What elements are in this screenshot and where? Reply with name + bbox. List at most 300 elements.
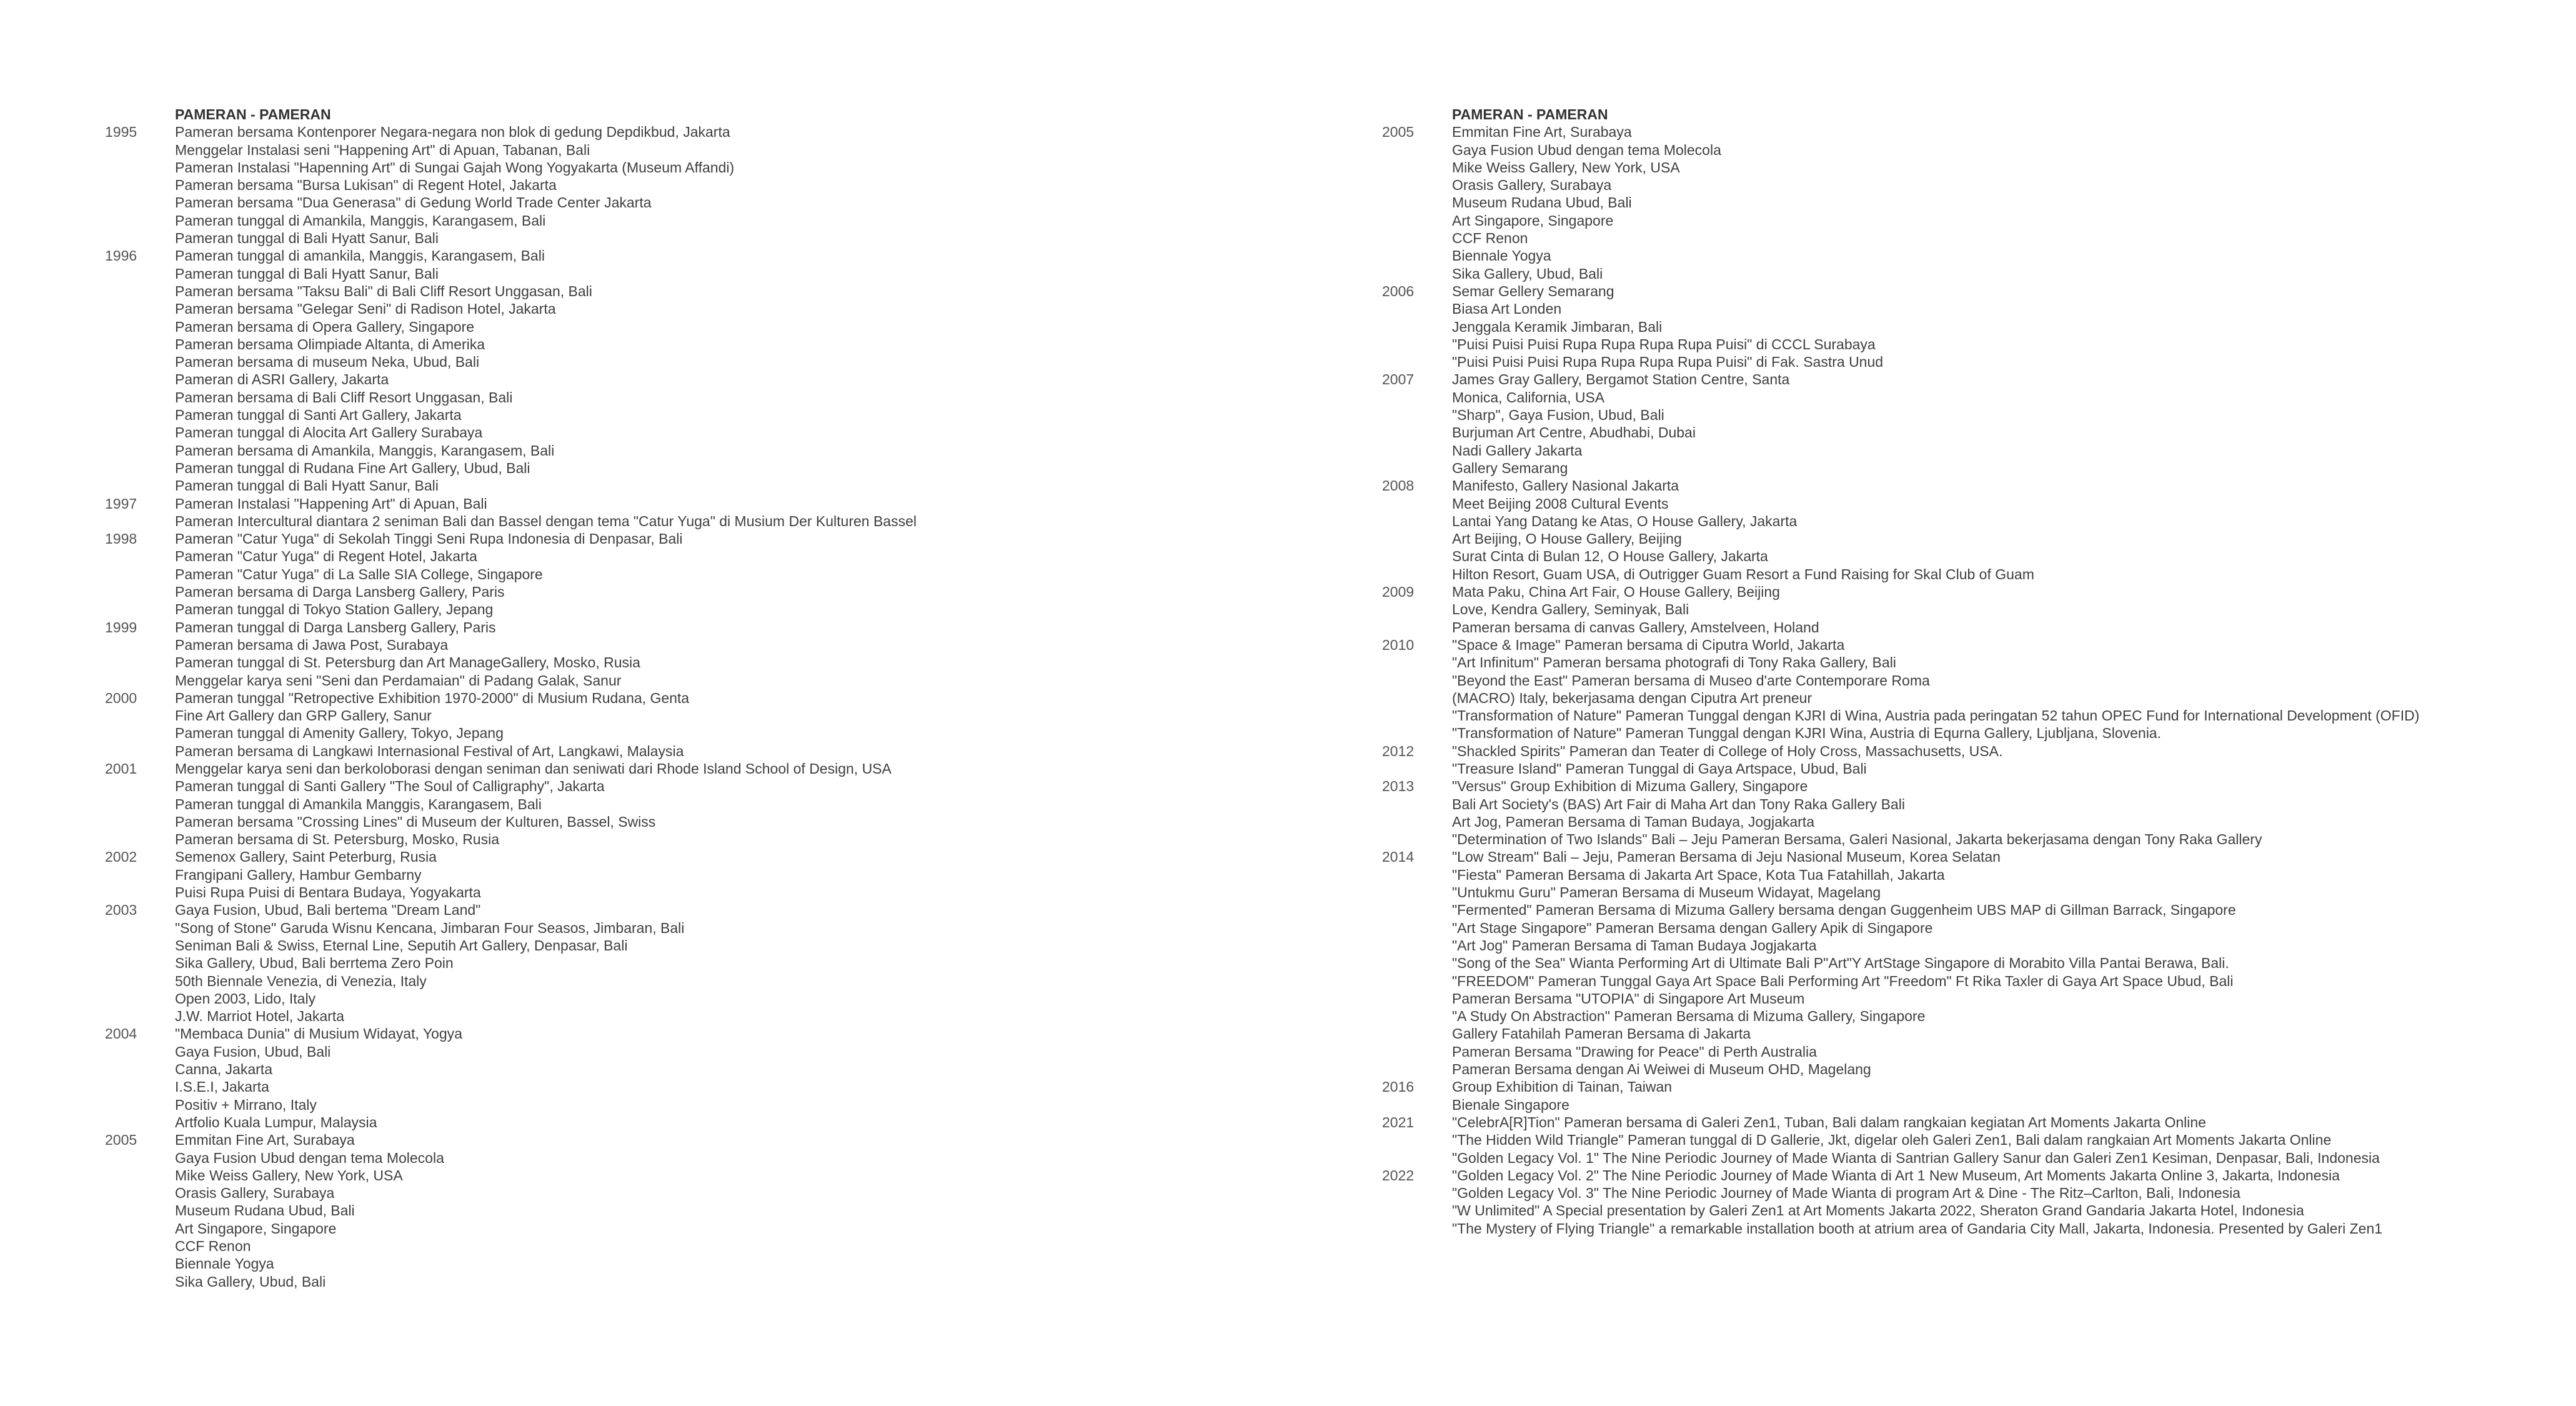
exhibition-entry: [105, 1202, 1323, 1219]
exhibition-entry: [1382, 724, 2569, 742]
left-entries: [105, 123, 1323, 1290]
exhibition-entry: [105, 1149, 1323, 1167]
entry-year: [105, 406, 175, 424]
entry-year: [105, 601, 175, 618]
entry-text: Biasa Art Londen: [1452, 301, 1562, 317]
entry-text: Pameran tunggal di Amenity Gallery, Tokyo, Jepang: [175, 725, 504, 742]
entry-text: "Art Stage Singapore" Pameran Bersama dengan Gallery Apik di Singapore: [1452, 919, 1933, 936]
entry-year: [1382, 1131, 1452, 1149]
exhibition-entry: [105, 1025, 1323, 1042]
entry-text: Canna, Jakarta: [175, 1061, 272, 1078]
entry-text: Group Exhibition di Tainan, Taiwan: [1452, 1079, 1673, 1095]
entry-year: [1382, 1184, 1452, 1202]
exhibition-entry: [1382, 884, 2569, 901]
entry-year: [105, 547, 175, 565]
entry-text: Pameran Bersama "UTOPIA" di Singapore Art Museum: [1452, 990, 1805, 1007]
exhibition-entry: [1382, 1025, 2569, 1042]
exhibition-entry: [1382, 424, 2569, 441]
entry-year: 2016: [1382, 1079, 1415, 1095]
entry-text: Pameran bersama Kontenporer Negara-negara non blok di gedung Depdikbud, Jakarta: [175, 124, 730, 141]
exhibition-entry: [105, 1114, 1323, 1131]
entry-text: Artfolio Kuala Lumpur, Malaysia: [175, 1114, 377, 1130]
exhibition-entry: [105, 654, 1323, 671]
exhibition-entry: [1382, 672, 2569, 689]
exhibition-entry: [1382, 547, 2569, 565]
entry-year: [1382, 300, 1452, 317]
entry-year: [105, 742, 175, 760]
entry-text: Pameran bersama di St. Petersburg, Mosko, Rusia: [175, 831, 500, 848]
entry-text: Pameran tunggal di Darga Lansberg Gallery, Paris: [175, 619, 496, 636]
entry-text: Orasis Gallery, Surabaya: [1452, 177, 1612, 194]
entry-text: "Golden Legacy Vol. 3" The Nine Periodic Journey of Made Wianta di program Art & Dine - The Ritz–Carlton, Bali, Indonesia: [1452, 1185, 2240, 1202]
entry-year: [1382, 1025, 1452, 1042]
entry-text: Mike Weiss Gallery, New York, USA: [1452, 159, 1680, 176]
entry-year: [105, 1007, 175, 1025]
entry-text: Pameran bersama "Crossing Lines" di Museum der Kulturen, Bassel, Swiss: [175, 813, 656, 830]
entry-year: [105, 1114, 175, 1131]
entry-text: Menggelar karya seni dan berkoloborasi dengan seniman dan seniwati dari Rhode Island School of Design, USA: [175, 760, 892, 777]
entry-year: [1382, 1060, 1452, 1078]
entry-text: Open 2003, Lido, Italy: [175, 990, 316, 1007]
entry-year: [105, 389, 175, 406]
entry-text: Gaya Fusion Ubud dengan tema Molecola: [1452, 141, 1721, 158]
entry-text: Pameran tunggal di Alocita Art Gallery Surabaya: [175, 424, 483, 441]
entry-year: [105, 672, 175, 689]
exhibition-entry: [105, 866, 1323, 884]
entry-text: Pameran tunggal di Bali Hyatt Sanur, Bali: [175, 477, 439, 494]
entry-year: [1382, 689, 1452, 707]
entry-text: Sika Gallery, Ubud, Bali: [175, 1273, 326, 1290]
entry-text: Pameran bersama di museum Neka, Ubud, Bali: [175, 354, 480, 371]
entry-text: Pameran bersama di Darga Lansberg Gallery, Paris: [175, 584, 505, 601]
entry-year: [105, 937, 175, 954]
exhibition-entry: [105, 760, 1323, 777]
exhibition-entry: [1382, 265, 2569, 282]
exhibition-entry: [1382, 1007, 2569, 1025]
entry-year: [1382, 972, 1452, 990]
exhibition-entry: [1382, 689, 2569, 707]
entry-text: Lantai Yang Datang ke Atas, O House Gallery, Jakarta: [1452, 512, 1798, 529]
entry-text: Emmitan Fine Art, Surabaya: [1452, 124, 1632, 141]
exhibition-entry: [105, 1184, 1323, 1202]
exhibition-entry: [1382, 901, 2569, 919]
entry-text: Gaya Fusion, Ubud, Bali bertema "Dream Land": [175, 902, 481, 919]
entry-year: [1382, 1149, 1452, 1167]
entry-year: [1382, 424, 1452, 441]
entry-year: [105, 1237, 175, 1255]
entry-text: "Versus" Group Exhibition di Mizuma Gallery, Singapore: [1452, 778, 1808, 795]
entry-text: Pameran bersama "Bursa Lukisan" di Regent Hotel, Jakarta: [175, 177, 557, 194]
exhibition-entry: [1382, 848, 2569, 865]
entry-text: "Low Stream" Bali – Jeju, Pameran Bersama di Jeju Nasional Museum, Korea Selatan: [1452, 849, 2001, 865]
exhibition-entry: [105, 247, 1323, 264]
entry-text: Bienale Singapore: [1452, 1096, 1569, 1113]
entry-text: Sika Gallery, Ubud, Bali: [1452, 265, 1603, 282]
entry-text: Pameran "Catur Yuga" di La Salle SIA College, Singapore: [175, 566, 543, 582]
exhibition-entry: [105, 389, 1323, 406]
exhibition-entry: [105, 1043, 1323, 1060]
entry-year: [105, 1202, 175, 1219]
exhibition-entry: [105, 583, 1323, 601]
entry-year: 2021: [1382, 1114, 1415, 1130]
entry-text: Love, Kendra Gallery, Seminyak, Bali: [1452, 601, 1689, 618]
exhibition-entry: [105, 442, 1323, 459]
entry-text: Pameran tunggal di Tokyo Station Gallery, Jepang: [175, 601, 494, 618]
entry-text: "Puisi Puisi Puisi Rupa Rupa Rupa Rupa Puisi" di CCCL Surabaya: [1452, 336, 1876, 352]
entry-year: [105, 636, 175, 654]
entry-year: [1382, 530, 1452, 547]
exhibition-entry: [105, 547, 1323, 565]
entry-year: 2014: [1382, 849, 1415, 865]
entry-text: "Art Jog" Pameran Bersama di Taman Budaya Jogjakarta: [1452, 937, 1817, 954]
exhibition-entry: [105, 336, 1323, 353]
exhibition-entry: [1382, 795, 2569, 813]
entry-year: [1382, 442, 1452, 459]
entry-year: [105, 583, 175, 601]
entry-year: [105, 353, 175, 371]
entry-year: [1382, 990, 1452, 1007]
exhibition-entry: [1382, 1202, 2569, 1219]
exhibition-entry: [105, 1131, 1323, 1149]
exhibition-entry: [105, 901, 1323, 919]
exhibition-entry: [1382, 282, 2569, 300]
entry-text: Pameran bersama "Taksu Bali" di Bali Cliff Resort Unggasan, Bali: [175, 282, 592, 299]
entry-text: Museum Rudana Ubud, Bali: [1452, 194, 1632, 211]
entry-text: Pameran "Catur Yuga" di Regent Hotel, Jakarta: [175, 548, 477, 565]
entry-year: [105, 1255, 175, 1272]
entry-year: [105, 459, 175, 477]
entry-text: James Gray Gallery, Bergamot Station Centre, Santa: [1452, 371, 1790, 388]
entry-year: [105, 777, 175, 795]
entry-year: [105, 141, 175, 159]
exhibition-entry: [1382, 459, 2569, 477]
entry-text: Mata Paku, China Art Fair, O House Gallery, Beijing: [1452, 584, 1780, 601]
entry-year: 2009: [1382, 584, 1415, 601]
entry-text: "Song of the Sea" Wianta Performing Art di Ultimate Bali P"Art"Y ArtStage Singapore di Morabito Villa Pantai Berawa, Bali.: [1452, 955, 2229, 972]
exhibition-entry: [105, 477, 1323, 494]
entry-text: "Golden Legacy Vol. 1" The Nine Periodic Journey of Made Wianta di Santrian Gallery Sanur dan Galeri Zen1 Kesiman, Denpasar, Bali, Indonesia: [1452, 1149, 2380, 1166]
entry-text: Pameran tunggal di Santi Art Gallery, Jakarta: [175, 407, 462, 424]
entry-year: [1382, 654, 1452, 671]
entry-text: Pameran bersama di Jawa Post, Surabaya: [175, 636, 449, 653]
exhibition-entry: [1382, 566, 2569, 583]
entry-text: Pameran tunggal di Rudana Fine Art Gallery, Ubud, Bali: [175, 459, 530, 476]
exhibition-entry: [105, 530, 1323, 547]
exhibition-entry: [1382, 1114, 2569, 1131]
entry-year: [1382, 229, 1452, 247]
exhibition-entry: [105, 194, 1323, 211]
entry-text: "Fiesta" Pameran Bersama di Jakarta Art Space, Kota Tua Fatahillah, Jakarta: [1452, 866, 1945, 883]
entry-year: [1382, 1043, 1452, 1060]
exhibition-entry: [1382, 636, 2569, 654]
exhibition-entry: [105, 1237, 1323, 1255]
exhibition-entry: [105, 212, 1323, 229]
exhibition-entry: [105, 406, 1323, 424]
exhibition-entry: [1382, 813, 2569, 830]
entry-year: [105, 1273, 175, 1290]
entry-text: Menggelar Instalasi seni "Happening Art" di Apuan, Tabanan, Bali: [175, 141, 590, 158]
entry-year: [105, 566, 175, 583]
entry-year: [105, 1078, 175, 1095]
entry-text: Pameran tunggal di Santi Gallery "The Soul of Calligraphy", Jakarta: [175, 778, 605, 795]
exhibition-entry: [105, 848, 1323, 865]
exhibition-entry: [1382, 159, 2569, 176]
entry-year: [105, 1184, 175, 1202]
entry-year: [1382, 247, 1452, 264]
entry-year: [1382, 1096, 1452, 1114]
entry-text: "Golden Legacy Vol. 2" The Nine Periodic Journey of Made Wianta di Art 1 New Museum, Art Moments Jakarta Online 3, Jakarta, Indonesia: [1452, 1167, 2340, 1184]
entry-year: 1998: [105, 531, 137, 547]
entry-year: [105, 795, 175, 813]
entry-year: [105, 282, 175, 300]
entry-text: Semenox Gallery, Saint Peterburg, Rusia: [175, 849, 437, 865]
entry-text: "Transformation of Nature" Pameran Tunggal dengan KJRI di Wina, Austria pada peringatan 52 tahun OPEC Fund for International Development (OFID): [1452, 707, 2420, 724]
exhibition-entry: [105, 813, 1323, 830]
entry-text: CCF Renon: [175, 1238, 251, 1254]
entry-year: [1382, 194, 1452, 211]
exhibition-entry: [105, 300, 1323, 317]
entry-text: Gaya Fusion, Ubud, Bali: [175, 1043, 331, 1060]
entry-year: 2001: [105, 760, 137, 777]
entry-text: Pameran tunggal di Bali Hyatt Sanur, Bali: [175, 265, 439, 282]
entry-text: "A Study On Abstraction" Pameran Bersama di Mizuma Gallery, Singapore: [1452, 1008, 1926, 1025]
entry-year: [1382, 141, 1452, 159]
exhibition-entry: [105, 1007, 1323, 1025]
entry-text: Pameran tunggal di Amankila Manggis, Karangasem, Bali: [175, 795, 542, 812]
entry-year: 2002: [105, 849, 137, 865]
exhibition-entry: [1382, 866, 2569, 884]
entry-year: [1382, 813, 1452, 830]
exhibition-entry: [1382, 353, 2569, 371]
entry-text: "Song of Stone" Garuda Wisnu Kencana, Jimbaran Four Seasos, Jimbaran, Bali: [175, 919, 685, 936]
entry-year: [105, 424, 175, 441]
exhibition-entry: [105, 972, 1323, 990]
right-heading: PAMERAN - PAMERAN: [1452, 106, 1608, 122]
exhibition-entry: [1382, 530, 2569, 547]
entry-year: [1382, 159, 1452, 176]
entry-text: Hilton Resort, Guam USA, di Outrigger Guam Resort a Fund Raising for Skal Club of Guam: [1452, 566, 2034, 582]
entry-text: Menggelar karya seni "Seni dan Perdamaian" di Padang Galak, Sanur: [175, 672, 622, 689]
exhibition-entry: [105, 619, 1323, 636]
exhibition-entry: [1382, 919, 2569, 937]
exhibition-entry: [105, 176, 1323, 194]
exhibition-entry: [1382, 1096, 2569, 1114]
entry-text: J.W. Marriot Hotel, Jakarta: [175, 1008, 344, 1025]
exhibition-entry: [105, 707, 1323, 724]
exhibition-entry: [1382, 583, 2569, 601]
entry-text: Pameran "Catur Yuga" di Sekolah Tinggi Seni Rupa Indonesia di Denpasar, Bali: [175, 531, 683, 547]
entry-text: "Shackled Spirits" Pameran dan Teater di College of Holy Cross, Massachusetts, USA.: [1452, 742, 2003, 759]
entry-text: "Art Infinitum" Pameran bersama photografi di Tony Raka Gallery, Bali: [1452, 654, 1896, 671]
entry-year: [1382, 353, 1452, 371]
exhibition-entry: [105, 1060, 1323, 1078]
exhibition-entry: [105, 1078, 1323, 1095]
entry-year: [105, 724, 175, 742]
exhibition-entry: [105, 566, 1323, 583]
entry-year: [1382, 389, 1452, 406]
entry-text: I.S.E.I, Jakarta: [175, 1079, 269, 1095]
exhibition-entry: [105, 424, 1323, 441]
exhibition-entry: [1382, 300, 2569, 317]
entry-year: 1996: [105, 247, 137, 264]
entry-year: [105, 265, 175, 282]
entry-year: [105, 1096, 175, 1114]
entry-text: Pameran bersama di Bali Cliff Resort Unggasan, Bali: [175, 389, 513, 406]
entry-year: [1382, 884, 1452, 901]
exhibition-entry: [1382, 601, 2569, 618]
entry-year: [105, 830, 175, 848]
entry-year: 2013: [1382, 778, 1415, 795]
entry-text: Surat Cinta di Bulan 12, O House Gallery, Jakarta: [1452, 548, 1768, 565]
exhibition-entry: [1382, 619, 2569, 636]
exhibition-entry: [105, 1255, 1323, 1272]
entry-year: [105, 300, 175, 317]
entry-text: (MACRO) Italy, bekerjasama dengan Ciputra Art preneur: [1452, 689, 1813, 706]
entry-year: [1382, 406, 1452, 424]
entry-year: [1382, 866, 1452, 884]
entry-text: "FREEDOM" Pameran Tunggal Gaya Art Space Bali Performing Art "Freedom" Ft Rika Taxler di Gaya Art Space Ubud, Bali: [1452, 972, 2234, 989]
exhibition-entry: [1382, 336, 2569, 353]
entry-year: [1382, 919, 1452, 937]
exhibition-entry: [1382, 229, 2569, 247]
entry-year: 2005: [1382, 124, 1415, 141]
entry-year: [105, 477, 175, 494]
entry-text: "Untukmu Guru" Pameran Bersama di Museum Widayat, Magelang: [1452, 884, 1881, 901]
exhibition-entry: [105, 601, 1323, 618]
exhibition-entry: [1382, 1131, 2569, 1149]
entry-text: Art Singapore, Singapore: [1452, 212, 1614, 229]
entry-year: [105, 442, 175, 459]
entry-text: "Membaca Dunia" di Musium Widayat, Yogya: [175, 1025, 462, 1042]
entry-text: Pameran Bersama "Drawing for Peace" di Perth Australia: [1452, 1043, 1817, 1060]
exhibition-entry: [105, 830, 1323, 848]
exhibition-entry: [105, 1220, 1323, 1237]
exhibition-entry: [1382, 176, 2569, 194]
exhibition-entry: [105, 672, 1323, 689]
entry-text: CCF Renon: [1452, 230, 1528, 247]
exhibition-entry: [105, 689, 1323, 707]
entry-text: Pameran tunggal di St. Petersburg dan Art ManageGallery, Mosko, Rusia: [175, 654, 640, 671]
entry-year: [1382, 901, 1452, 919]
entry-year: [1382, 619, 1452, 636]
entry-text: Semar Gellery Semarang: [1452, 282, 1614, 299]
exhibition-entry: [1382, 1220, 2569, 1237]
entry-year: 2012: [1382, 742, 1415, 759]
entry-year: [1382, 937, 1452, 954]
entry-year: [1382, 760, 1452, 777]
entry-year: 2008: [1382, 477, 1415, 494]
exhibition-entry: [1382, 707, 2569, 724]
entry-year: 2007: [1382, 371, 1415, 388]
entry-text: Pameran bersama "Dua Generasa" di Gedung World Trade Center Jakarta: [175, 194, 652, 211]
entry-text: "Fermented" Pameran Bersama di Mizuma Gallery bersama dengan Guggenheim UBS MAP di Gillman Barrack, Singapore: [1452, 902, 2236, 919]
exhibition-entry: [1382, 247, 2569, 264]
exhibition-entry: [105, 884, 1323, 901]
entry-year: [105, 229, 175, 247]
entry-year: [105, 972, 175, 990]
exhibition-entry: [1382, 371, 2569, 388]
entry-year: 2010: [1382, 636, 1415, 653]
entry-text: Pameran bersama di Amankila, Manggis, Karangasem, Bali: [175, 442, 555, 459]
right-column: [1382, 106, 2569, 1237]
entry-year: [105, 866, 175, 884]
entry-year: [105, 954, 175, 972]
entry-text: Fine Art Gallery dan GRP Gallery, Sanur: [175, 707, 432, 724]
entry-text: Pameran Intercultural diantara 2 seniman Bali dan Bassel dengan tema "Catur Yuga" di Musium Der Kulturen Bassel: [175, 512, 917, 529]
entry-year: 2000: [105, 689, 137, 706]
exhibition-entry: [1382, 141, 2569, 159]
entry-text: Pameran di ASRI Gallery, Jakarta: [175, 371, 389, 388]
entry-year: [105, 813, 175, 830]
exhibition-entry: [105, 123, 1323, 141]
entry-text: "Space & Image" Pameran bersama di Ciputra World, Jakarta: [1452, 636, 1845, 653]
entry-year: [1382, 176, 1452, 194]
exhibition-entry: [105, 265, 1323, 282]
entry-text: Orasis Gallery, Surabaya: [175, 1185, 335, 1202]
exhibition-entry: [105, 1167, 1323, 1184]
entry-text: "CelebrA[R]Tion" Pameran bersama di Galeri Zen1, Tuban, Bali dalam rangkaian kegiatan Art Moments Jakarta Online: [1452, 1114, 2206, 1130]
exhibition-entry: [105, 724, 1323, 742]
entry-text: Pameran Instalasi "Hapenning Art" di Sungai Gajah Wong Yogyakarta (Museum Affandi): [175, 159, 735, 176]
entry-text: Mike Weiss Gallery, New York, USA: [175, 1167, 403, 1184]
exhibition-entry: [1382, 442, 2569, 459]
exhibition-entry: [1382, 990, 2569, 1007]
exhibition-entry: [105, 512, 1323, 530]
exhibition-entry: [1382, 654, 2569, 671]
entry-text: Gaya Fusion Ubud dengan tema Molecola: [175, 1149, 444, 1166]
entry-year: [1382, 672, 1452, 689]
exhibition-entry: [1382, 495, 2569, 512]
exhibition-entry: [105, 353, 1323, 371]
exhibition-entry: [1382, 318, 2569, 336]
entry-year: [1382, 212, 1452, 229]
entry-year: [105, 1220, 175, 1237]
entry-text: Pameran tunggal di amankila, Manggis, Karangasem, Bali: [175, 247, 545, 264]
entry-text: Art Jog, Pameran Bersama di Taman Budaya, Jogjakarta: [1452, 813, 1814, 830]
entry-text: Sika Gallery, Ubud, Bali berrtema Zero Poin: [175, 955, 454, 972]
entry-year: [105, 919, 175, 937]
entry-year: 2022: [1382, 1167, 1415, 1184]
entry-text: Pameran tunggal di Amankila, Manggis, Karangasem, Bali: [175, 212, 546, 229]
entry-text: Gallery Fatahilah Pameran Bersama di Jakarta: [1452, 1025, 1751, 1042]
entry-year: [105, 884, 175, 901]
exhibition-entry: [105, 777, 1323, 795]
entry-text: Pameran bersama "Gelegar Seni" di Radison Hotel, Jakarta: [175, 301, 556, 317]
entry-text: 50th Biennale Venezia, di Venezia, Italy: [175, 972, 427, 989]
exhibition-entry: [105, 919, 1323, 937]
entry-year: 1999: [105, 619, 137, 636]
entry-year: [1382, 724, 1452, 742]
exhibition-entry: [1382, 1060, 2569, 1078]
entry-year: [1382, 1220, 1452, 1237]
entry-text: "Treasure Island" Pameran Tunggal di Gaya Artspace, Ubud, Bali: [1452, 760, 1867, 777]
entry-year: [105, 990, 175, 1007]
exhibition-entry: [105, 990, 1323, 1007]
exhibition-entry: [105, 1096, 1323, 1114]
entry-text: Biennale Yogya: [175, 1255, 274, 1272]
entry-year: 2004: [105, 1025, 137, 1042]
entry-text: Pameran Instalasi "Happening Art" di Apuan, Bali: [175, 495, 487, 512]
entry-year: [1382, 601, 1452, 618]
exhibition-entry: [1382, 212, 2569, 229]
entry-year: [105, 707, 175, 724]
entry-text: Art Singapore, Singapore: [175, 1220, 337, 1237]
entry-year: [105, 159, 175, 176]
entry-year: [105, 318, 175, 336]
entry-text: Pameran Bersama dengan Ai Weiwei di Museum OHD, Magelang: [1452, 1061, 1871, 1078]
entry-text: Pameran bersama di canvas Gallery, Amstelveen, Holand: [1452, 619, 1819, 636]
exhibition-entry: [1382, 512, 2569, 530]
